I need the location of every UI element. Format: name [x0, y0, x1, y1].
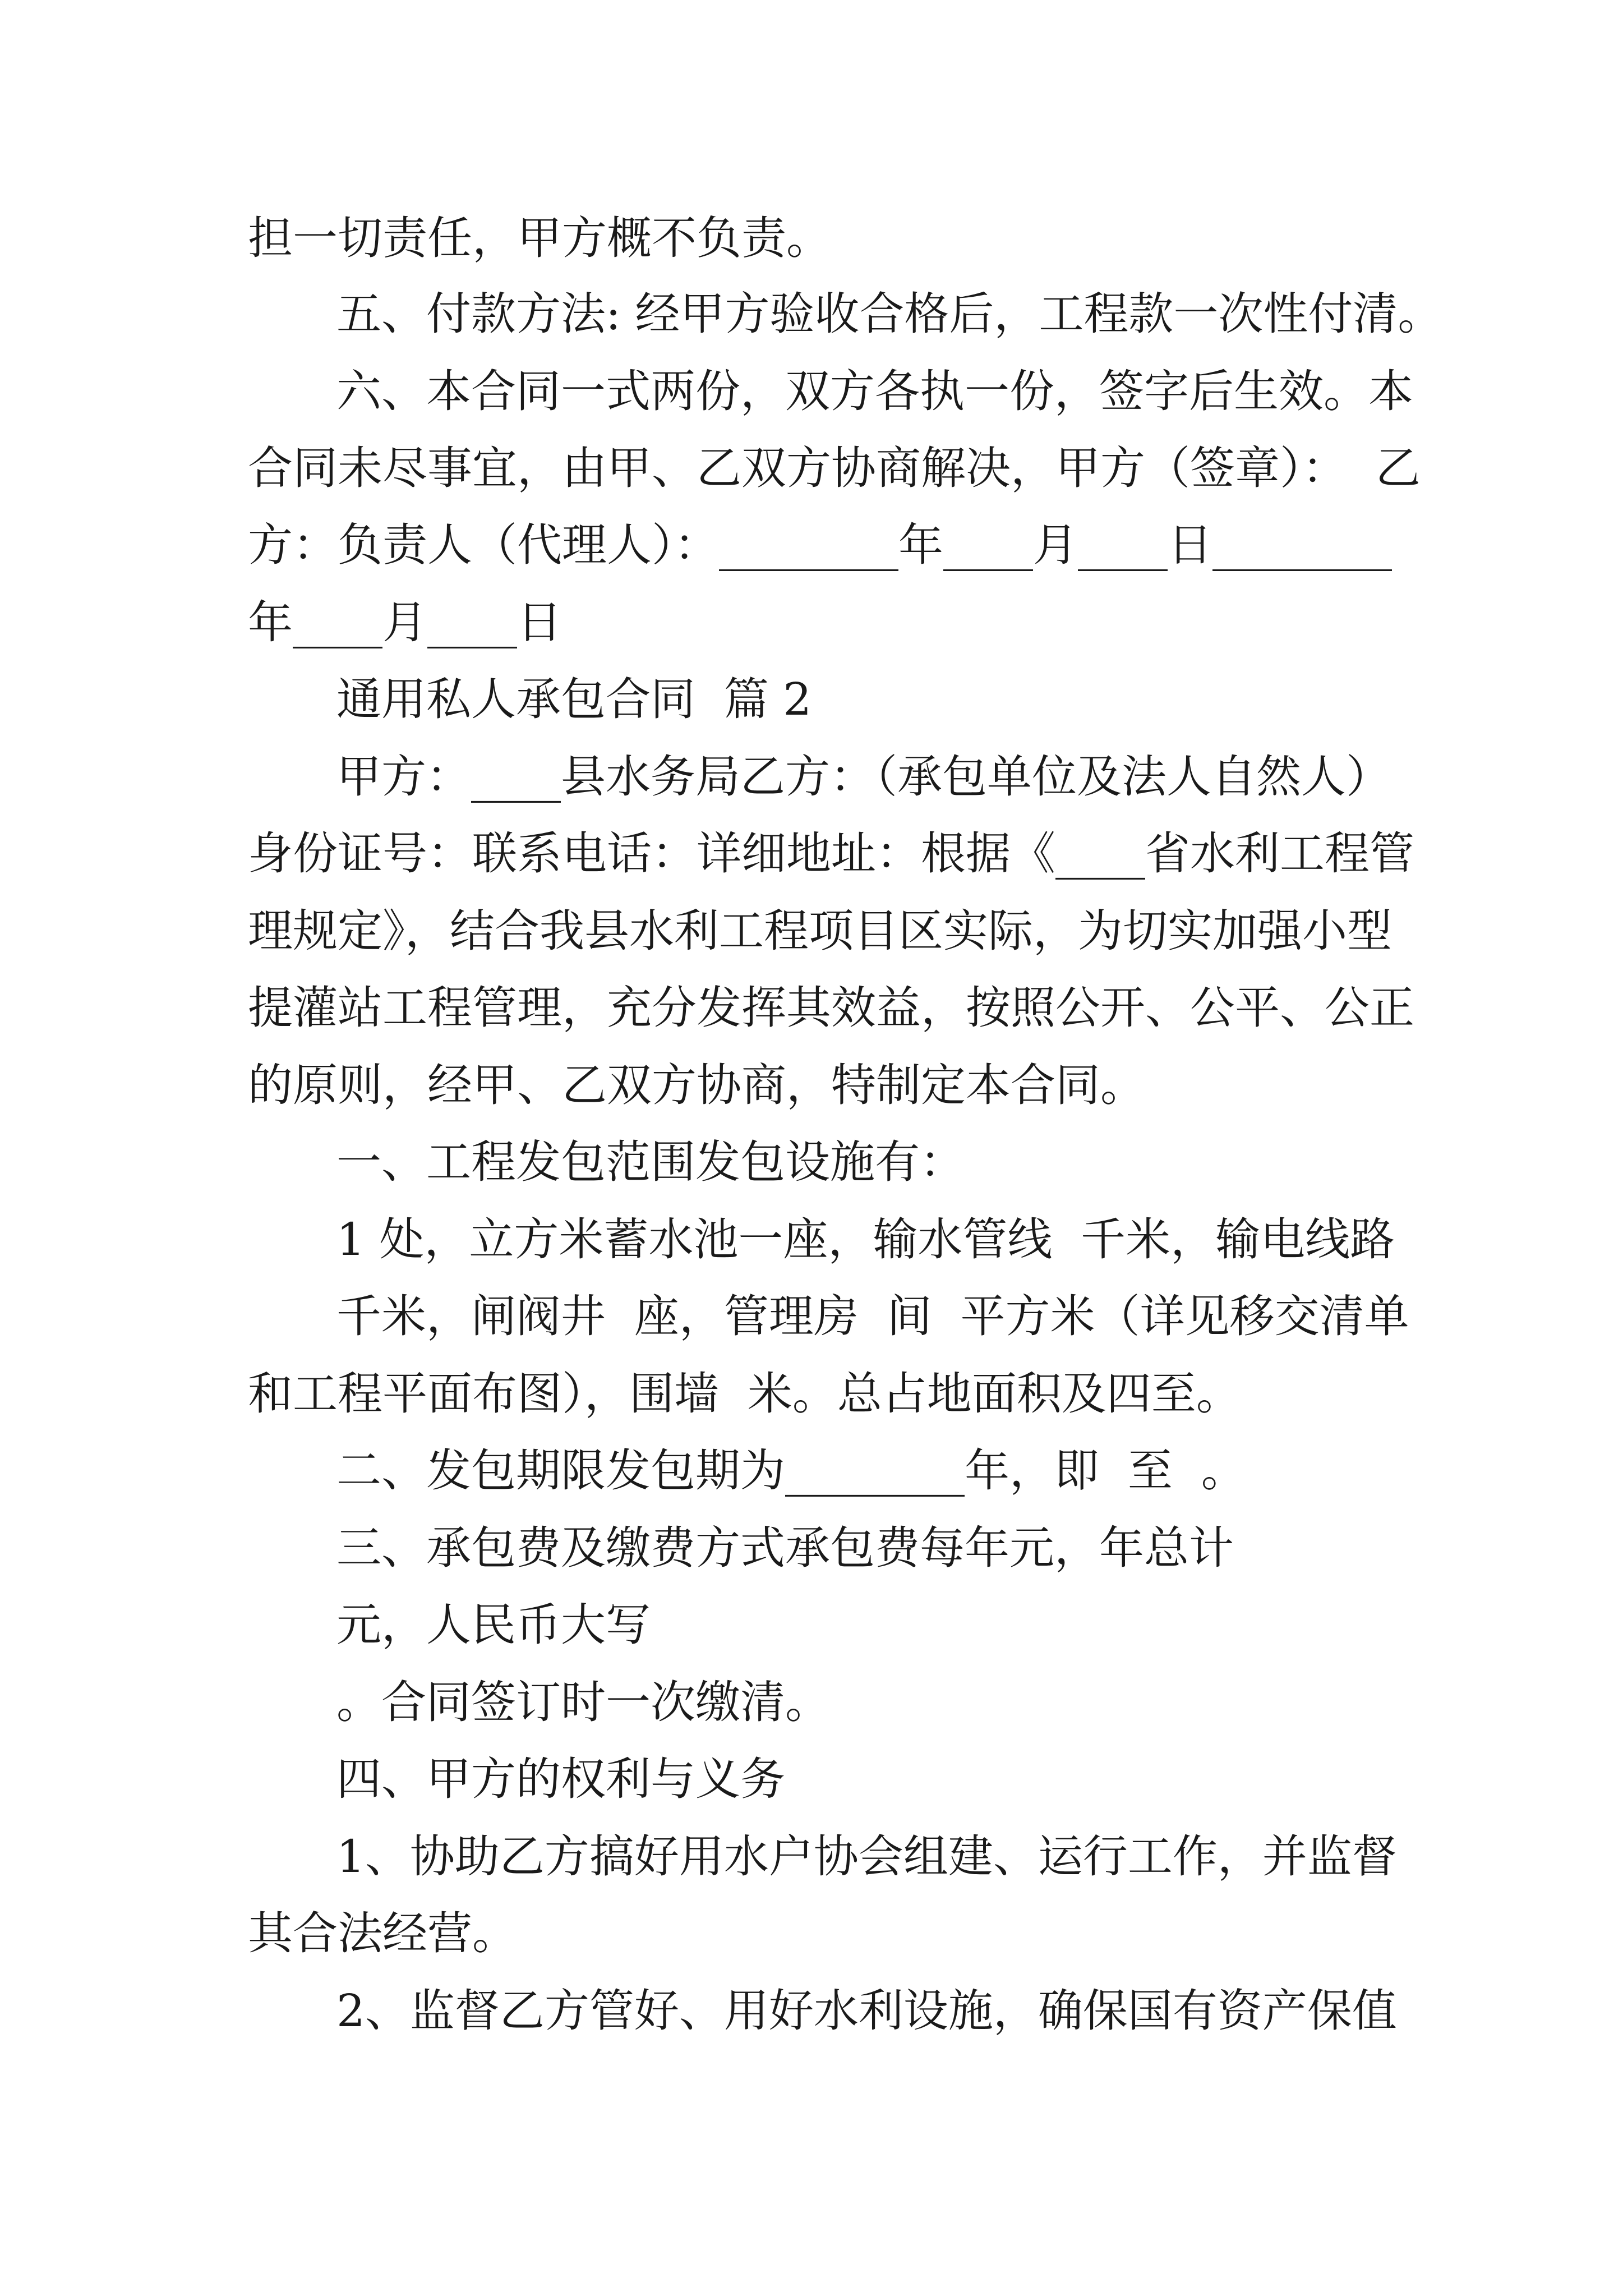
party-line: 甲方：____县水务局乙方：（承包单位及法人自然人） — [336, 751, 1391, 803]
section-five-payment: 五、付款方法: 经甲方验收合格后，工程款一次性付清。 — [336, 288, 1443, 340]
body-line: 2、监督乙方管好、用好水利设施，确保国有资产保值 — [336, 1985, 1397, 2037]
body-line: 其合法经营。 — [248, 1907, 517, 1959]
body-line: 千米，闸阀井 座，管理房 间 平方米（详见移交清单 — [336, 1290, 1409, 1342]
body-line: 的原则，经甲、乙双方协商，特制定本合同。 — [248, 1059, 1145, 1111]
body-line: 提灌站工程管理，充分发挥其效益，按照公开、公平、公正 — [248, 982, 1414, 1034]
signature-date-line: 年____月____日 — [248, 596, 562, 648]
clause-four-heading: 四、甲方的权利与义务 — [336, 1753, 785, 1805]
clause-two-heading: 二、发包期限发包期为________年，即 至 。 — [336, 1444, 1246, 1497]
section-six-copies: 六、本合同一式两份，双方各执一份，签字后生效。本 — [336, 365, 1413, 417]
clause-one-heading: 一、工程发包范围发包设施有： — [336, 1136, 965, 1188]
body-line: 合同未尽事宜，由甲、乙双方协商解决，甲方（签章）： 乙 — [248, 442, 1421, 494]
body-line: 身份证号：联系电话：详细地址：根据《____省水利工程管 — [248, 827, 1414, 880]
body-line: 元，人民币大写 — [336, 1599, 651, 1651]
body-line: 1 处，立方米蓄水池一座，输水管线 千米，输电线路 — [336, 1213, 1395, 1266]
signature-line: 方：负责人（代理人）：________年____月____日________ — [248, 519, 1392, 571]
body-line: 。合同签订时一次缴清。 — [336, 1676, 830, 1728]
body-line: 和工程平面布图），围墙 米。总占地面积及四至。 — [248, 1368, 1241, 1420]
clause-three-heading: 三、承包费及缴费方式承包费每年元，年总计 — [336, 1522, 1234, 1574]
section-heading-part-2: 通用私人承包合同 篇 2 — [336, 673, 812, 725]
body-line: 1、协助乙方搞好用水户协会组建、运行工作，并监督 — [336, 1830, 1397, 1883]
body-line: 理规定》，结合我县水利工程项目区实际，为切实加强小型 — [248, 905, 1392, 957]
body-line: 担一切责任，甲方概不负责。 — [248, 212, 831, 264]
